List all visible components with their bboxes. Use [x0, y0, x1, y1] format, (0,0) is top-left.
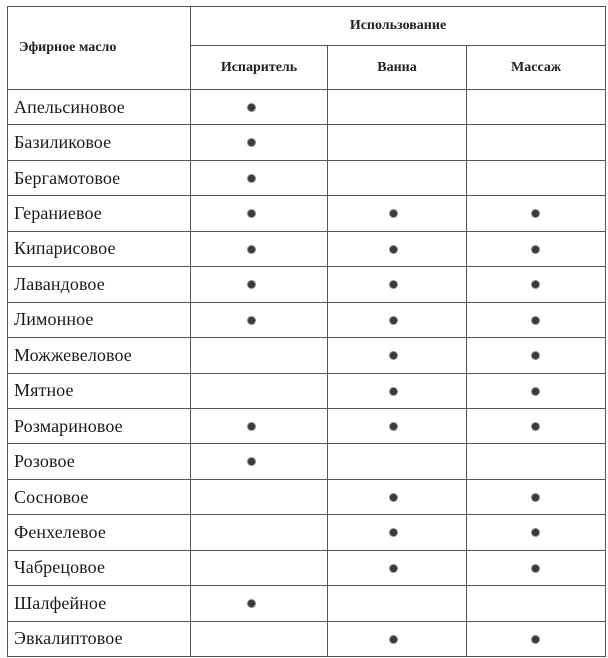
oil-name-cell: Сосновое	[8, 479, 191, 514]
bath-cell	[328, 515, 467, 550]
oil-name-cell: Розовое	[8, 444, 191, 479]
evaporator-cell	[191, 621, 328, 656]
usage-dot-icon	[390, 565, 397, 572]
header-evaporator: Испаритель	[191, 46, 328, 90]
usage-dot-icon	[532, 529, 539, 536]
oil-name-cell: Базиликовое	[8, 125, 191, 160]
table-row	[8, 515, 606, 550]
table-row	[8, 586, 606, 621]
evaporator-cell	[191, 479, 328, 514]
evaporator-cell	[191, 515, 328, 550]
evaporator-cell	[191, 586, 328, 621]
oil-name-cell: Эвкалиптовое	[8, 621, 191, 656]
bath-cell	[328, 479, 467, 514]
massage-cell	[467, 196, 606, 231]
table-row	[8, 408, 606, 443]
oil-name-cell: Шалфейное	[8, 586, 191, 621]
bath-cell	[328, 550, 467, 585]
massage-cell	[467, 444, 606, 479]
usage-dot-icon	[532, 352, 539, 359]
massage-cell	[467, 408, 606, 443]
table-row	[8, 373, 606, 408]
usage-dot-icon	[248, 317, 255, 324]
usage-dot-icon	[248, 104, 255, 111]
oil-name-cell: Кипарисовое	[8, 231, 191, 266]
evaporator-cell	[191, 302, 328, 337]
table-row	[8, 444, 606, 479]
usage-dot-icon	[532, 246, 539, 253]
usage-dot-icon	[390, 423, 397, 430]
table-header	[8, 7, 606, 90]
header-massage: Массаж	[467, 46, 606, 90]
massage-cell	[467, 550, 606, 585]
evaporator-cell	[191, 444, 328, 479]
usage-dot-icon	[248, 458, 255, 465]
massage-cell	[467, 479, 606, 514]
bath-cell	[328, 267, 467, 302]
table-body	[8, 90, 606, 657]
bath-cell	[328, 231, 467, 266]
table-row	[8, 338, 606, 373]
table-row	[8, 302, 606, 337]
usage-dot-icon	[532, 210, 539, 217]
usage-dot-icon	[532, 423, 539, 430]
usage-dot-icon	[532, 388, 539, 395]
usage-dot-icon	[248, 139, 255, 146]
oil-name-cell: Чабрецовое	[8, 550, 191, 585]
massage-cell	[467, 586, 606, 621]
usage-dot-icon	[390, 388, 397, 395]
massage-cell	[467, 125, 606, 160]
bath-cell	[328, 90, 467, 125]
evaporator-cell	[191, 125, 328, 160]
usage-dot-icon	[532, 317, 539, 324]
massage-cell	[467, 621, 606, 656]
oil-name-cell: Мятное	[8, 373, 191, 408]
usage-dot-icon	[390, 494, 397, 501]
table-row	[8, 160, 606, 195]
header-usage-group: Использование	[191, 7, 606, 46]
usage-dot-icon	[390, 352, 397, 359]
evaporator-cell	[191, 550, 328, 585]
oil-name-cell: Бергамотовое	[8, 160, 191, 195]
usage-dot-icon	[390, 246, 397, 253]
bath-cell	[328, 302, 467, 337]
usage-dot-icon	[532, 494, 539, 501]
table-row	[8, 196, 606, 231]
oil-name-cell: Можжевеловое	[8, 338, 191, 373]
essential-oils-table	[7, 6, 606, 657]
bath-cell	[328, 586, 467, 621]
table-row	[8, 125, 606, 160]
massage-cell	[467, 267, 606, 302]
usage-dot-icon	[532, 281, 539, 288]
bath-cell	[328, 125, 467, 160]
oil-name-cell: Гераниевое	[8, 196, 191, 231]
table-row	[8, 231, 606, 266]
table-row	[8, 90, 606, 125]
evaporator-cell	[191, 90, 328, 125]
massage-cell	[467, 338, 606, 373]
evaporator-cell	[191, 338, 328, 373]
table-row	[8, 621, 606, 656]
massage-cell	[467, 373, 606, 408]
usage-dot-icon	[248, 246, 255, 253]
oil-name-cell: Апельсиновое	[8, 90, 191, 125]
evaporator-cell	[191, 231, 328, 266]
evaporator-cell	[191, 196, 328, 231]
massage-cell	[467, 515, 606, 550]
massage-cell	[467, 302, 606, 337]
usage-dot-icon	[532, 636, 539, 643]
bath-cell	[328, 160, 467, 195]
usage-dot-icon	[390, 636, 397, 643]
usage-dot-icon	[532, 565, 539, 572]
evaporator-cell	[191, 373, 328, 408]
usage-dot-icon	[248, 281, 255, 288]
header-bath: Ванна	[328, 46, 467, 90]
usage-dot-icon	[248, 600, 255, 607]
usage-dot-icon	[248, 175, 255, 182]
bath-cell	[328, 621, 467, 656]
evaporator-cell	[191, 267, 328, 302]
oil-name-cell: Фенхелевое	[8, 515, 191, 550]
evaporator-cell	[191, 408, 328, 443]
oil-name-cell: Лавандовое	[8, 267, 191, 302]
table-row	[8, 550, 606, 585]
table-row	[8, 479, 606, 514]
bath-cell	[328, 444, 467, 479]
bath-cell	[328, 338, 467, 373]
usage-dot-icon	[390, 210, 397, 217]
massage-cell	[467, 231, 606, 266]
header-essential-oil: Эфирное масло	[8, 7, 191, 90]
evaporator-cell	[191, 160, 328, 195]
bath-cell	[328, 373, 467, 408]
usage-dot-icon	[390, 317, 397, 324]
usage-dot-icon	[390, 281, 397, 288]
oil-name-cell: Розмариновое	[8, 408, 191, 443]
usage-dot-icon	[248, 423, 255, 430]
oil-name-cell: Лимонное	[8, 302, 191, 337]
table-row	[8, 267, 606, 302]
massage-cell	[467, 160, 606, 195]
bath-cell	[328, 196, 467, 231]
bath-cell	[328, 408, 467, 443]
massage-cell	[467, 90, 606, 125]
usage-dot-icon	[390, 529, 397, 536]
usage-dot-icon	[248, 210, 255, 217]
